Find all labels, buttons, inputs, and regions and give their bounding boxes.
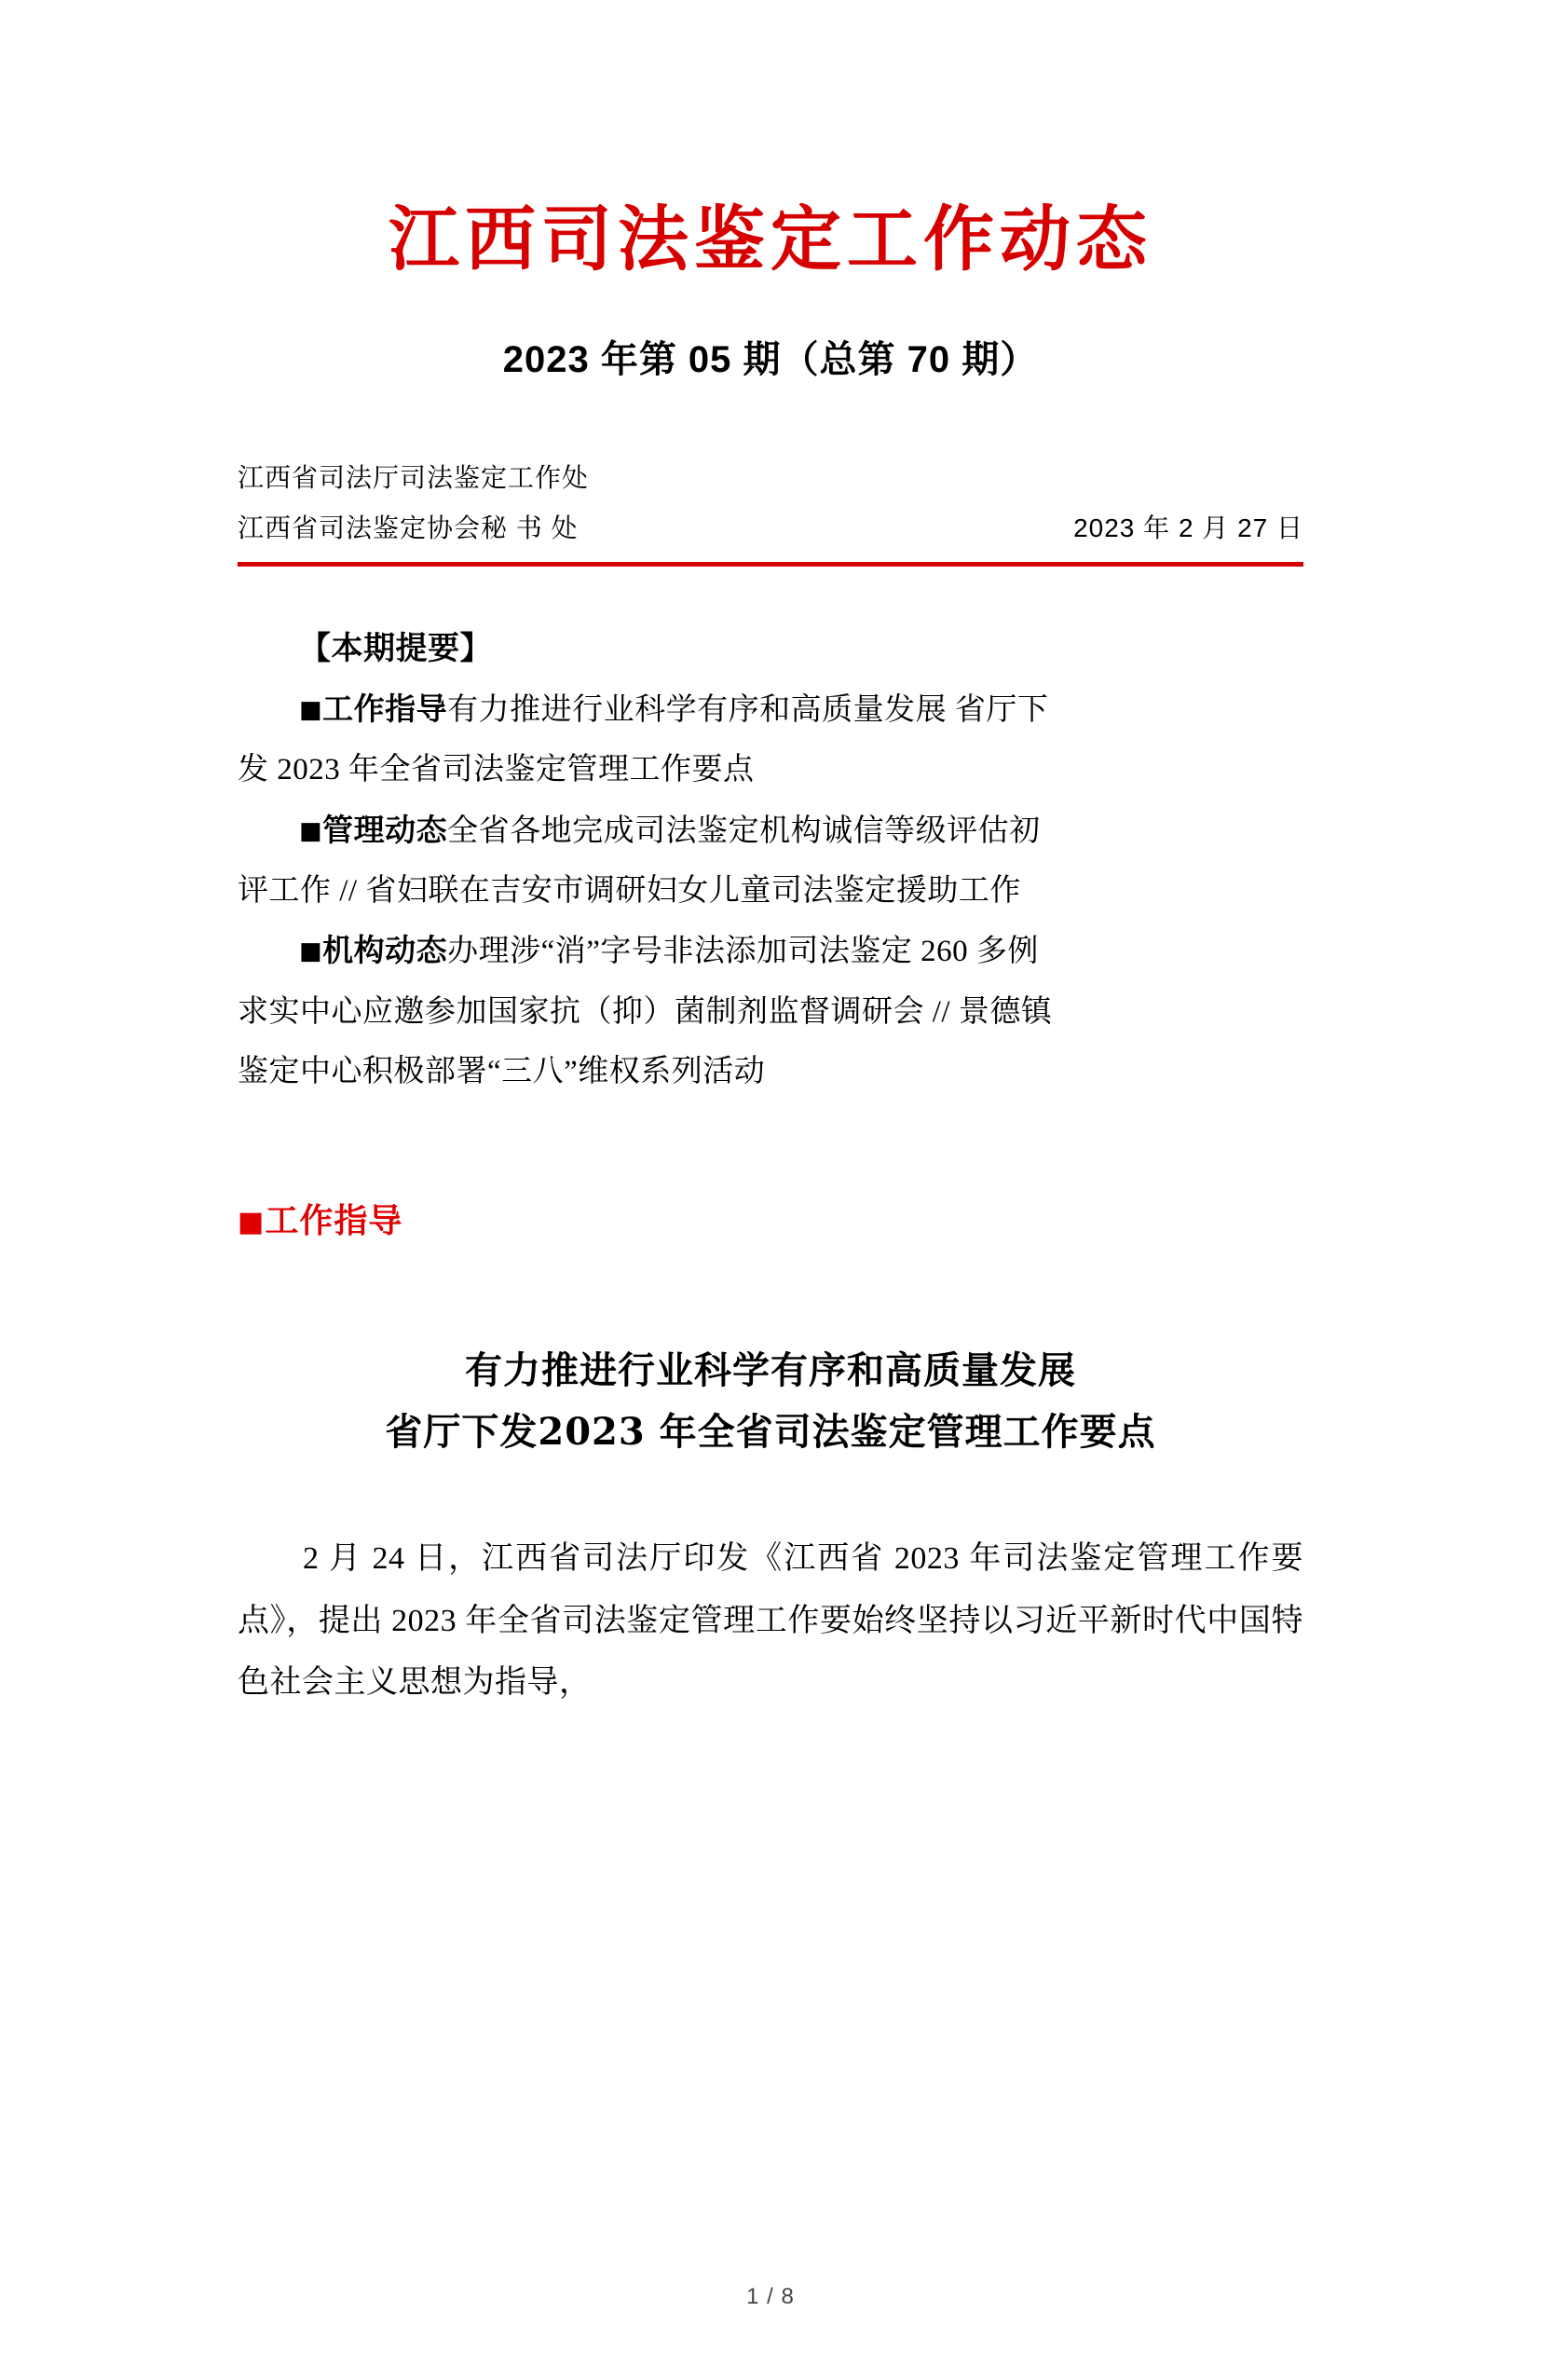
- article-title: [238, 1340, 1303, 1463]
- square-bullet-icon: ■: [238, 1206, 266, 1239]
- summary-item-3-line-3: 鉴定中心积极部署“三八”维权系列活动: [238, 1055, 766, 1089]
- summary-item-2-line-2: 评工作 // 省妇联在吉安市调研妇女儿童司法鉴定援助工作: [238, 874, 1021, 909]
- summary-item-1-line-1: [238, 679, 1303, 740]
- page-number: 1 / 8: [746, 2284, 795, 2309]
- publisher-row-1: [238, 453, 1303, 504]
- article-body: [238, 1528, 1303, 1714]
- publisher-block: [238, 453, 1303, 567]
- square-bullet-icon: ■: [299, 816, 323, 845]
- issue-number: 2023 年第 05 期（总第 70 期）: [502, 338, 1039, 380]
- publisher-secretariat: 江西省司法鉴定协会秘 书 处: [238, 513, 579, 543]
- summary-item-1-line-2: 发 2023 年全省司法鉴定管理工作要点: [238, 753, 755, 787]
- summary-item-3-text-1: 办理涉“消”字号非法添加司法鉴定 260 多例: [447, 935, 1039, 969]
- publication-date: 2023 年 2 月 27 日: [1073, 513, 1303, 543]
- summary-item-3-line-1: [238, 921, 1303, 981]
- article-title-line-2: 省厅下发2023 年全省司法鉴定管理工作要点: [385, 1410, 1156, 1455]
- summary-item-2-text-1: 全省各地完成司法鉴定机构诚信等级评估初: [447, 814, 1041, 848]
- summary-item-3-line-2: 求实中心应邀参加国家抗（抑）菌制剂监督调研会 // 景德镇: [238, 994, 1053, 1029]
- square-bullet-icon: ■: [299, 696, 323, 725]
- section-heading-label: 工作指导: [265, 1201, 403, 1241]
- summary-item-2-line-1: [238, 800, 1303, 861]
- masthead-title: 江西司法鉴定工作动态: [389, 198, 1152, 280]
- document-page: [0, 200, 1541, 2380]
- summary-section: [238, 618, 1303, 1102]
- summary-item-3-category: 机构动态: [322, 932, 448, 969]
- publisher-office: 江西省司法厅司法鉴定工作处: [238, 462, 590, 492]
- article-paragraph-1: 2 月 24 日，江西省司法厅印发《江西省 2023 年司法鉴定管理工作要点》，提出 2023 年全省司法鉴定管理工作要始终坚持以习近平新时代中国特色社会主义思想为指导，: [238, 1541, 1303, 1701]
- square-bullet-icon: ■: [299, 937, 323, 966]
- summary-item-1-text-1: 有力推进行业科学有序和高质量发展 省厅下: [447, 693, 1049, 728]
- summary-heading: 【本期提要】: [299, 629, 492, 667]
- red-divider: [238, 562, 1303, 567]
- section-heading-work-guidance: [238, 1195, 1303, 1242]
- summary-item-1-category: 工作指导: [322, 691, 448, 728]
- summary-item-2-category: 管理动态: [322, 811, 448, 848]
- article-title-line-1: 有力推进行业科学有序和高质量发展: [465, 1348, 1076, 1393]
- publisher-row-2: [238, 503, 1303, 554]
